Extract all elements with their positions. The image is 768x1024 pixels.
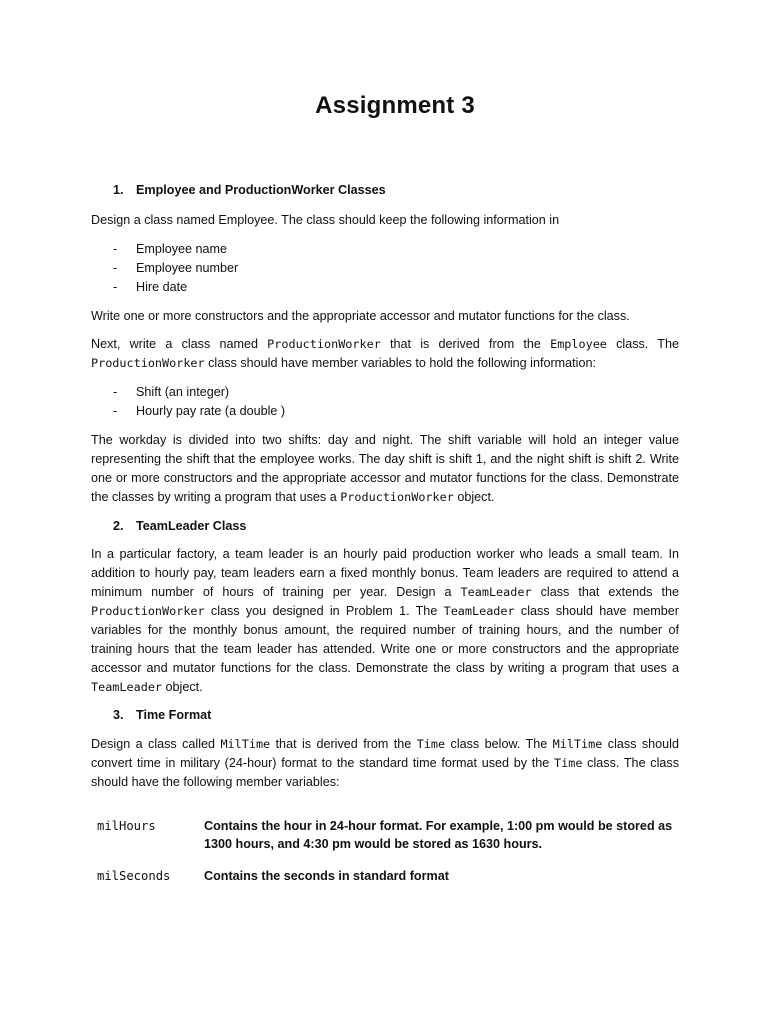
code-term: TeamLeader [91,680,163,694]
code-term: ProductionWorker [340,490,454,504]
table-row [91,817,679,853]
section-3-heading [91,706,679,725]
variable-name: milHours [97,819,156,833]
section-1-heading [91,181,679,200]
code-term: TeamLeader [443,604,515,618]
page-title: Assignment 3 [315,92,475,119]
list-item: - Hire date [113,280,188,294]
section-number: 2. [113,519,124,533]
variable-description: Contains the seconds in standard format [204,869,449,883]
section-title: TeamLeader Class [136,519,247,533]
employee-intro: Design a class named Employee. The class should keep the following information in [91,213,560,227]
list-item: - Shift (an integer) [113,385,230,399]
workday-paragraph: The workday is divided into two shifts: day and night. The shift variable will hold an integer value representing the shift that the employee works. The day shift is shift 1, and the night shift is shift 2. Write one or more constructors and the appropriate accessor and mutator functions for the class. Demonstrate the classes by writing a program that uses a ProductionWorker object. [91,433,679,504]
code-term: Time [416,737,446,751]
variable-description: Contains the hour in 24-hour format. For example, 1:00 pm would be stored as 1300 hours, and 4:30 pm would be stored as 1630 hours. [204,819,673,851]
worker-fields-list [91,383,679,421]
code-term: MilTime [220,737,271,751]
constructors-paragraph: Write one or more constructors and the appropriate accessor and mutator functions for the class. [91,309,630,323]
code-term: Employee [550,337,607,351]
production-worker-paragraph: Next, write a class named ProductionWorker that is derived from the Employee class. The ProductionWorker class should have member variables to hold the following information: [91,337,679,370]
code-term: TeamLeader [460,585,532,599]
code-term: ProductionWorker [91,604,205,618]
list-item: - Employee name [113,242,228,256]
team-leader-paragraph: In a particular factory, a team leader is an hourly paid production worker who leads a small team. In addition to hourly pay, team leaders earn a fixed monthly bonus. Team leaders are required to attend a minimum number of hours of training per year. Design a TeamLeader class that extends the ProductionWorker class you designed in Problem 1. The TeamLeader class should have member variables for the monthly bonus amount, the required number of training hours, and the number of training hours that the team leader has attended. Write one or more constructors and the appropriate accessor and mutator functions for the class. Demonstrate the class by writing a program that uses a TeamLeader object. [91,547,680,694]
table-row [91,867,679,885]
section-title: Employee and ProductionWorker Classes [136,183,386,197]
code-term: ProductionWorker [267,337,381,351]
code-term: ProductionWorker [91,356,205,370]
section-number: 1. [113,183,124,197]
section-number: 3. [113,708,124,722]
miltime-paragraph: Design a class called MilTime that is derived from the Time class below. The MilTime class should convert time in military (24-hour) format to the standard time format used by the Time class. The class should have the following member variables: [91,737,679,789]
list-item: - Employee number [113,261,239,275]
code-term: Time [554,756,583,770]
section-title: Time Format [136,708,212,722]
code-term: MilTime [552,737,603,751]
section-2-heading [91,517,679,536]
variable-name: milSeconds [97,869,171,883]
list-item: - Hourly pay rate (a double ) [113,404,286,418]
employee-fields-list [91,240,679,297]
